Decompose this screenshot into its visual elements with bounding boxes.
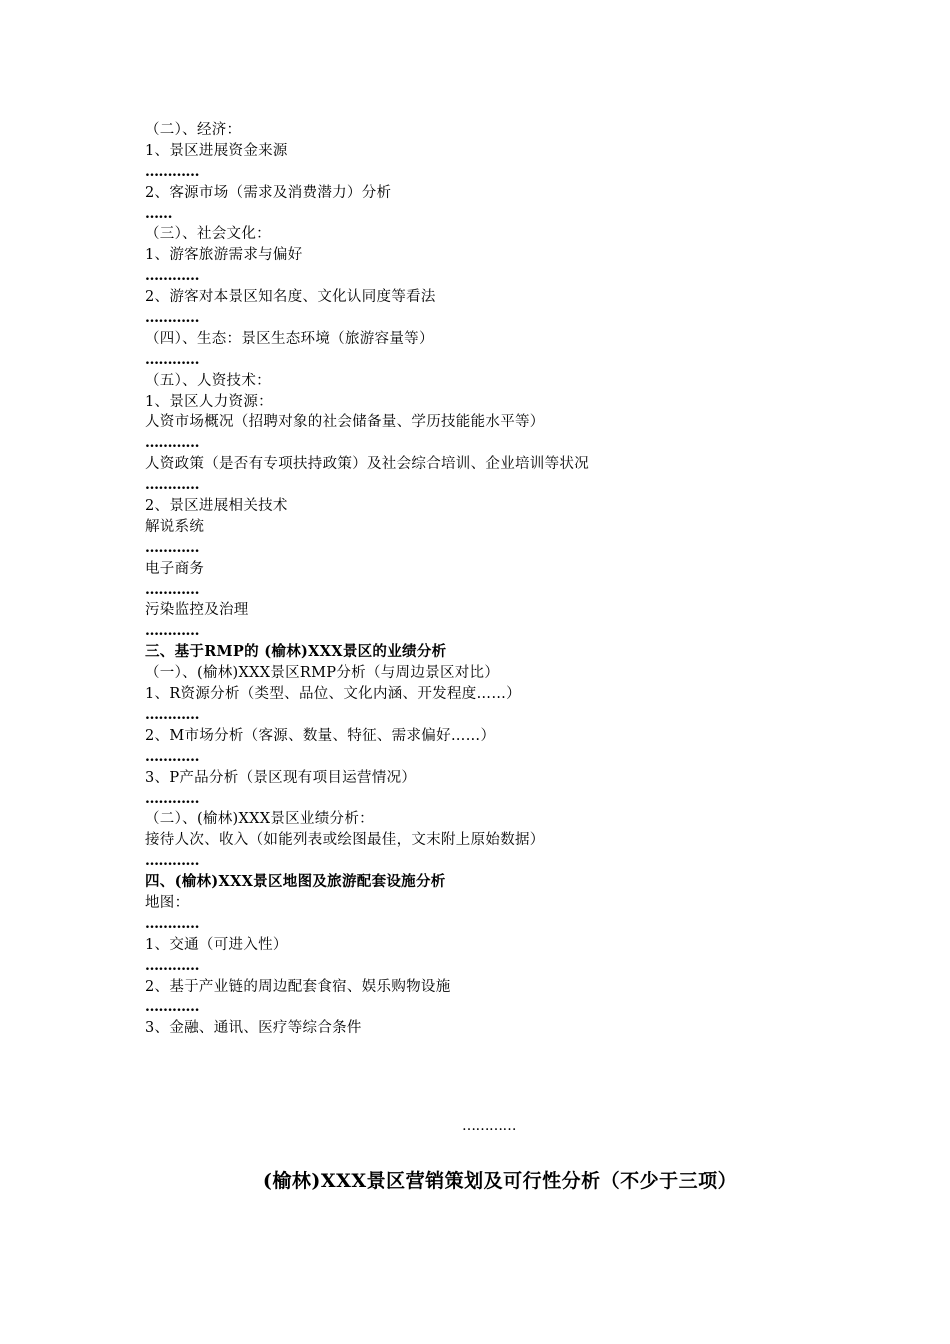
ellipsis-line: …………: [145, 623, 199, 640]
section-heading: 四、(榆林)XXX景区地图及旅游配套设施分析: [145, 873, 446, 891]
text-line: （三）、社会文化：: [145, 226, 271, 243]
text-line: 2、客源市场（需求及消费潜力）分析: [145, 184, 392, 201]
text-line: 2、基于产业链的周边配套食宿、娱乐购物设施: [145, 978, 451, 995]
ellipsis-line: ……: [145, 205, 172, 222]
ellipsis-line: …………: [145, 999, 199, 1016]
section-heading: 三、基于RMP的 (榆林)XXX景区的业绩分析: [145, 643, 447, 661]
text-line: 人资市场概况（招聘对象的社会储备量、学历技能能水平等）: [145, 414, 545, 431]
document-body: [145, 120, 825, 1039]
text-line: 接待人次、收入（如能列表或绘图最佳，文末附上原始数据）: [145, 832, 545, 849]
text-line: （五）、人资技术：: [145, 372, 271, 389]
ellipsis-line: …………: [145, 351, 199, 368]
text-line: 解说系统: [145, 518, 205, 535]
ellipsis-line: …………: [145, 268, 199, 285]
text-line: 2、游客对本景区知名度、文化认同度等看法: [145, 289, 436, 306]
ellipsis-line: …………: [145, 748, 199, 765]
text-line: 2、景区进展相关技术: [145, 498, 288, 515]
text-line: （二）、(榆林)XXX景区业绩分析：: [145, 811, 374, 828]
text-line: 3、金融、通讯、医疗等综合条件: [145, 1020, 362, 1037]
ellipsis-line: …………: [145, 310, 199, 327]
text-line: 1、R资源分析（类型、品位、文化内涵、开发程度……）: [145, 686, 521, 703]
ellipsis-line: …………: [145, 581, 199, 598]
ellipsis-line: …………: [145, 435, 199, 452]
text-line: 污染监控及治理: [145, 602, 249, 619]
ellipsis-line: …………: [145, 539, 199, 556]
ellipsis-divider: …………: [462, 1118, 516, 1134]
ellipsis-line: …………: [145, 163, 199, 180]
ellipsis-line: …………: [145, 957, 199, 974]
ellipsis-line: …………: [145, 790, 199, 807]
ellipsis-line: …………: [145, 477, 199, 494]
ellipsis-line: …………: [145, 706, 199, 723]
text-line: （一）、(榆林)XXX景区RMP分析（与周边景区对比）: [145, 665, 500, 682]
text-line: 1、景区人力资源：: [145, 393, 273, 410]
text-line: （四）、生态：景区生态环境（旅游容量等）: [145, 330, 434, 347]
text-line: 1、游客旅游需求与偏好: [145, 247, 303, 264]
text-line: 电子商务: [145, 560, 205, 577]
text-line: 地图：: [145, 894, 190, 911]
text-line: 1、景区进展资金来源: [145, 142, 288, 159]
text-line: 1、交通（可进入性）: [145, 936, 288, 953]
text-line: 2、M市场分析（客源、数量、特征、需求偏好……）: [145, 727, 496, 744]
text-line: 人资政策（是否有专项扶持政策）及社会综合培训、企业培训等状况: [145, 456, 589, 473]
ellipsis-line: …………: [145, 915, 199, 932]
text-line: （二）、经济：: [145, 122, 242, 138]
ellipsis-line: …………: [145, 853, 199, 870]
text-line: 3、P产品分析（景区现有项目运营情况）: [145, 769, 417, 786]
section-heading: (榆林)XXX景区营销策划及可行性分析（不少于三项）: [262, 1170, 738, 1192]
